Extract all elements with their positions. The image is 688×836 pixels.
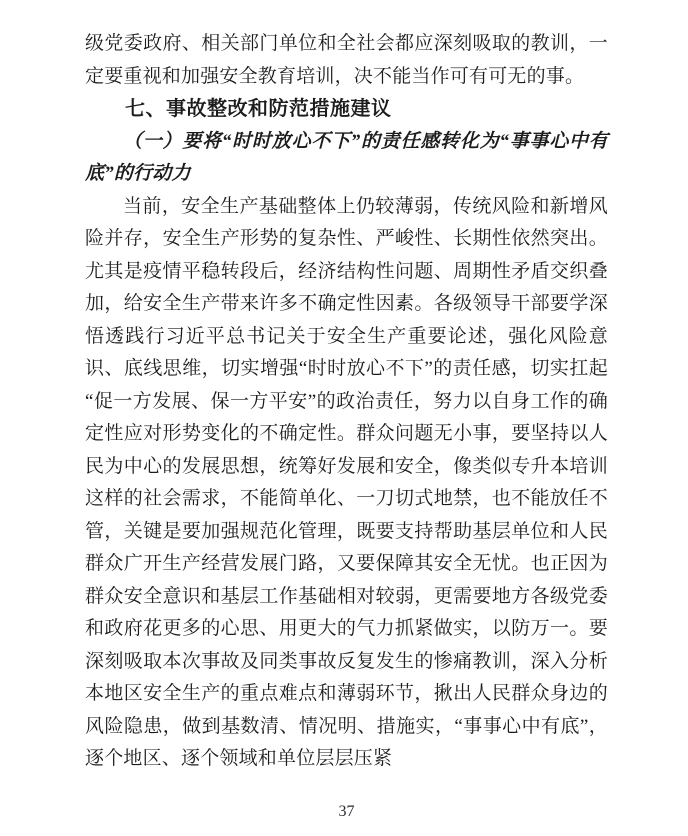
paragraph: 当前，安全生产基础整体上仍较薄弱，传统风险和新增风险并存，安全生产形势的复杂性、严峻性、长期性依然突出。尤其是疫情平稳转段后，经济结构性问题、周期性矛盾交织叠加，给安全生产带来许多不确定性因素。各级领导干部要学深悟透践行习近平总书记关于安全生产重要论述，强化风险意识、底线思维，切实增强“时时放心不下”的责任感，切实扛起“促一方发展、保一方平安”的政治责任，努力以自身工作的确定性应对形势变化的不确定性。群众问题无小事，要坚持以人民为中心的发展思想，统筹好发展和安全，像类似专升本培训这样的社会需求，不能简单化、一刀切式地禁，也不能放任不管，关键是要加强规范化管理，既要支持帮助基层单位和人民群众广开生产经营发展门路，又要保障其安全无忧。也正因为群众安全意识和基层工作基础相对较弱，更需要地方各级党委和政府花更多的心思、用更大的气力抓紧做实，以防万一。要深刻吸取本次事故及同类事故反复发生的惨痛教训，深入分析本地区安全生产的重点难点和薄弱环节，揪出人民群众身边的风险隐患，做到基数清、情况明、措施实，“事事心中有底”，逐个地区、逐个领域和单位层层压紧 [85, 195, 608, 769]
paragraph: 级党委政府、相关部门单位和全社会都应深刻吸取的教训，一定要重视和加强安全教育培训，决不能当作可有可无的事。 [85, 33, 608, 87]
page-number: 37 [338, 802, 355, 820]
document-content [85, 28, 608, 776]
subsection-heading: （一）要将“时时放心不下”的责任感转化为“事事心中有底”的行动力 [85, 130, 608, 184]
section-heading: 七、事故整改和防范措施建议 [125, 98, 392, 120]
